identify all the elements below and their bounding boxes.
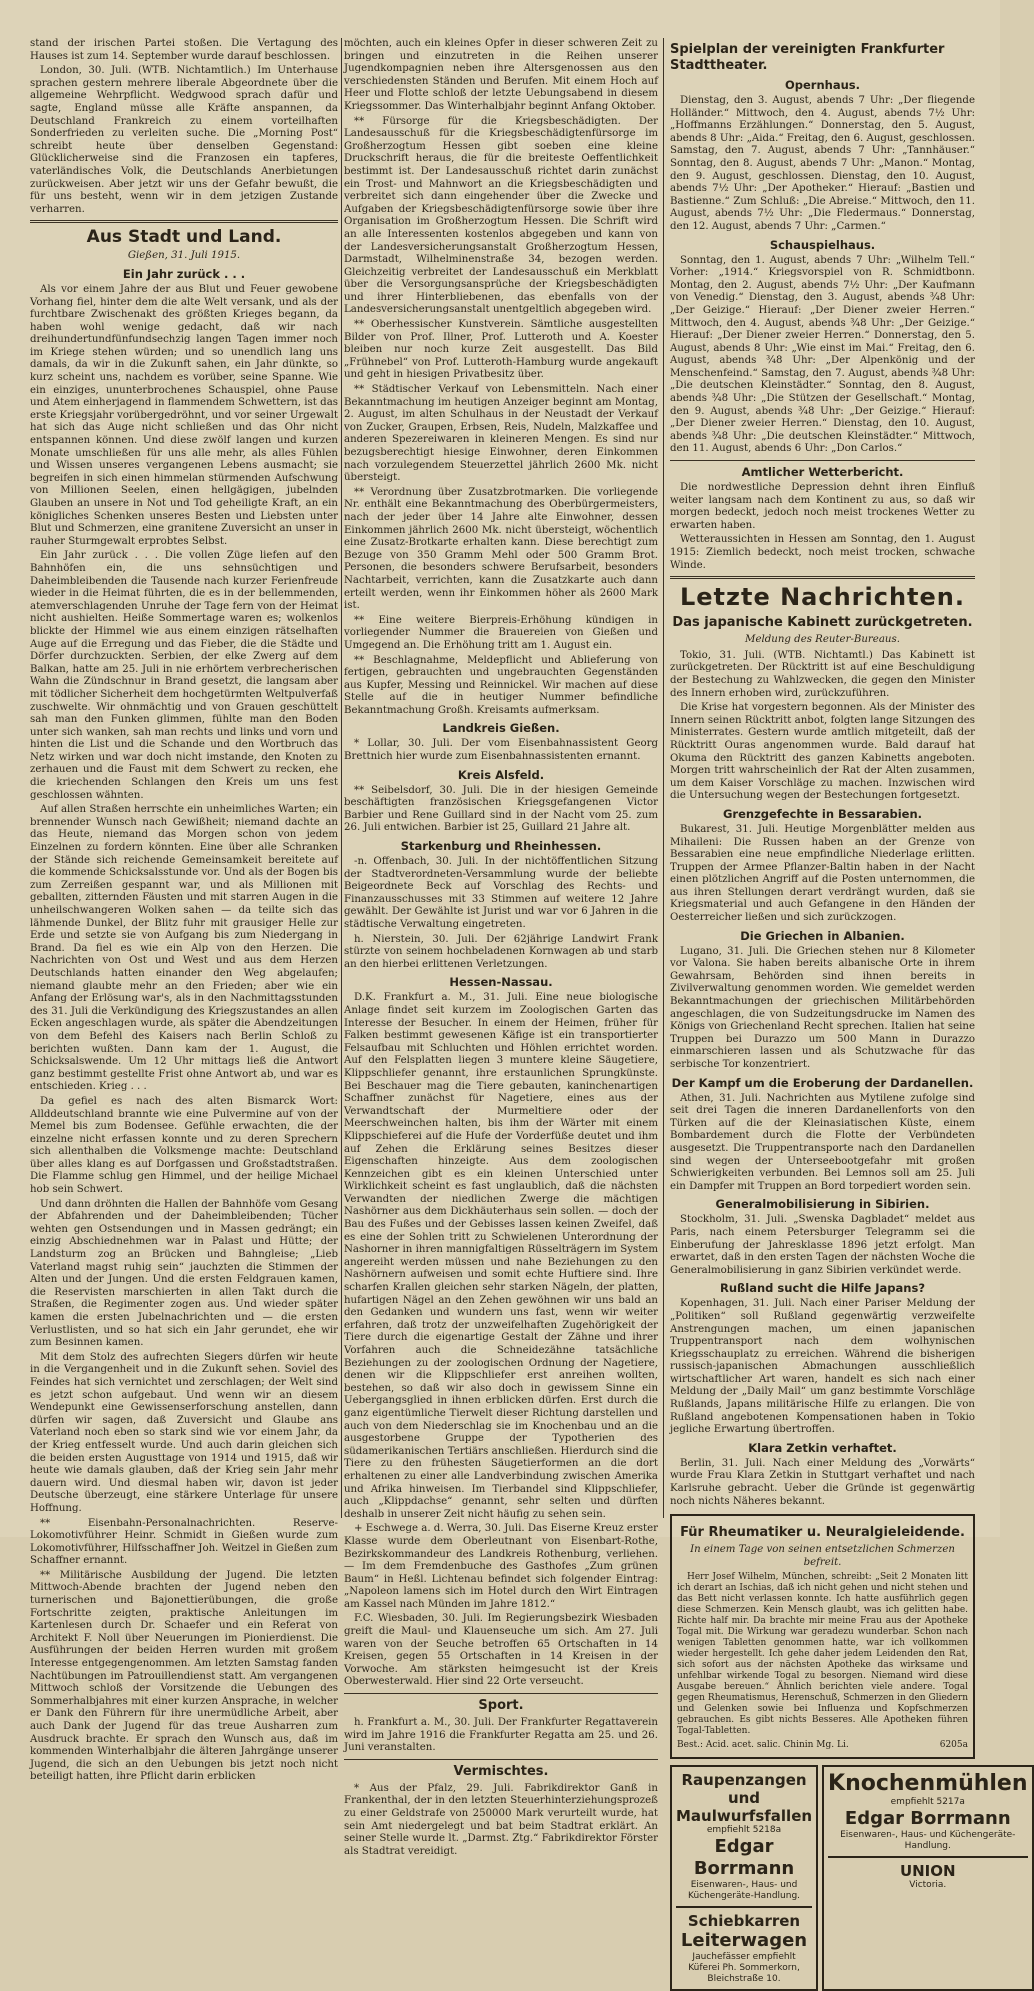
paragraph: * Lollar, 30. Juli. Der vom Eisenbahnassistent Georg Brettnich hier wurde zum Eisenbahnassistenten ernannt. bbox=[344, 738, 658, 763]
article-title: Ein Jahr zurück . . . bbox=[122, 266, 246, 281]
heading-sibirien: Generalmobilisierung in Sibirien. bbox=[715, 1197, 930, 1212]
advert-subtitle: In einem Tage von seinen entsetzlichen Schmerzen befreit. bbox=[690, 1544, 955, 1568]
paragraph: Da gefiel es nach des alten Bismarck Wort: Allddeutschland brannte wie eine Pulvermine auf von der Memel bis zum Bodensee. Gefühle erwachten, die der einzelne nicht erfassen konnte und zu deren Sprechern sich allenthalben die Volksmenge machte: Deutschland über alles klang es auf Dorfgassen und Großstadtstraßen. Die Flamme schlug gen Himmel, und der heilige Michael hob sein Schwert. bbox=[30, 1095, 338, 1196]
heading-albanien: Die Griechen in Albanien. bbox=[740, 928, 905, 943]
advert-text: Herr Josef Wilhelm, München, schreibt: „Seit 2 Monaten litt ich derart an Ischias, daß ich nicht gehen und nicht stehen und das Bett nicht verlassen konnte. Ich hatte ausführlich gegen diese Schmerzen. Kein Mensch glaubt, was ich gelitten habe. Richte half mir. Da brachte mir meine Frau aus der Apotheke Togal mit. Die Wirkung war geradezu wunderbar. Schon nach wenigen Tabletten genommen hatte, war ich vollkommen wieder hergestellt. Ich gehe daher jedem Leidenden den Rat, sich sofort aus der nächsten Apotheke das wirksame und unfehlbar wirkende Togal zu besorgen. Niemand wird diese Ausgabe bereuen.“ Ähnlich berichten viele andere. Togal gegen Rheumatismus, Herenschuß, Schmerzen in den Gliedern und Gelenken sowie bei Influenza und Kopfschmerzen gebrauchen. Es gibt nichts Besseres. Alle Apotheken führen Togal-Tabletten. bbox=[677, 1572, 968, 1737]
subheading: Meldung des Reuter-Bureaus. bbox=[745, 634, 900, 646]
advert-recommends: empfiehlt bbox=[706, 1825, 750, 1835]
heading-landkreis: Landkreis Gießen. bbox=[442, 721, 560, 736]
advert-desc: Jauchefässer empfiehlt Küferei Ph. Sommerkorn, Bleichstraße 10. bbox=[688, 1952, 800, 1984]
advert-desc: Eisenwaren-, Haus- und Küchengeräte-Handlung. bbox=[840, 1830, 1016, 1851]
section-title: Aus Stadt und Land. bbox=[86, 227, 282, 248]
heading-bessarabien: Grenzgefechte in Bessarabien. bbox=[722, 806, 923, 821]
paragraph: Mit dem Stolz des aufrechten Siegers dürfen wir heute in die Vergangenheit und in die Zukunft sehen. Soviel des Feindes hat sich vernichtet und zerschlagen; der Welt sind es jetzt schon aufgebaut. Und wenn wir an diesem Wendepunkt eine Gewissenserforschung anstellen, dann dürfen wir sagen, daß Zuversicht und Glaube ans Vaterland noch eben so stark sind wie vor einem Jahr, da der Krieg entfesselt wurde. Und auch darin gleichen sich die beiden ersten Augusttage von 1914 und 1915, daß wir heute wie damals glauben, daß der Krieg sein Jahr mehr dauern wird. Und diesmal haben wir, davon ist jeder Deutsche überzeugt, eine stärkere Unterlage für unsere Hoffnung. bbox=[30, 1351, 338, 1514]
advert-title: Schiebkarren bbox=[687, 1912, 801, 1930]
paragraph: Und dann dröhnten die Hallen der Bahnhöfe vom Gesang der Abfahrenden und der Daheimbleibenden; Tücher wehten gen Ostsendungen und in Massen gedrängt; ein einzig Abschiednehmen war in Palast und Hütte; der Landsturm zog an Brücken und Bahngleise; „Lieb Vaterland magst ruhig sein“ jauchzten die Stimmen der Alten und der Jungen. Und die ersten Feldgrauen kamen, die Reservisten marschierten in allen Takt durch die Straßen, die Regimenter zogen aus. Und wieder später kamen die ersten Jubelnachrichten und — die ersten Verlustlisten, und so hat sich ein Jahr gerundet, ehe wir zum Besinnen kamen. bbox=[30, 1198, 338, 1349]
heading-japan: Das japanische Kabinett zurückgetreten. bbox=[672, 615, 973, 631]
heading-vermischtes: Vermischtes. bbox=[453, 1763, 549, 1779]
heading-hessen: Hessen-Nassau. bbox=[449, 975, 553, 990]
paragraph: ** Verordnung über Zusatzbrotmarken. Die vorliegende Nr. enthält eine Bekanntmachung des Oberbürgermeisters, nach der jeder über 14 Jahre alte Einwohner, dessen Einkommen jährlich 2600 Mk. nicht übersteigt, wöchentlich eine Zusatz-Brotkarte erhalten kann. Diese berechtigt zum Bezuge von 350 Gramm Mehl oder 500 Gramm Brot. Personen, die besonders schwere Berufsarbeit, besonders Nachtarbeit, verrichten, kann die Zusatzkarte auch dann erteilt werden, wenn ihr Einkommen höher als 2600 Mark ist. bbox=[344, 486, 658, 612]
heading-schauspiel: Schauspielhaus. bbox=[769, 237, 876, 252]
column-1 bbox=[30, 38, 338, 1783]
paragraph: D.K. Frankfurt a. M., 31. Juli. Eine neue biologische Anlage findet seit kurzem im Zoologischen Garten das Interesse der Besucher. In einem der Heimen, früher für Falken bestimmt gewesenen Käfige ist ein transportierter Felsaufbau mit Schluchten und Höhlen errichtet worden. Auf den Felsplatten liegen 3 muntere kleine Säugetiere, Klippschliefer genannt, ihre erstaunlichen Sprungkünste. Bei Beschauer mag die Tiere gebauten, kaninchenartigen Schaffner zunächst für Nagetiere, eines aus der Verwandtschaft der Murmeltiere oder der Meerschweinchen halten, bis ihm der Wärter mit einem Klippschieferei auf die Hufe der Vorderfüße deutet und ihm auf Zehen die Erklärung seines Besitzes dieser Eigenschaften hinzeigte. Aus dem zoologischen Kennzeichen gibt es ein kleinen Unterschied unter Wirklichkeit scheint es fast unglaublich, daß die nächsten Verwandten der niedlichen Zwerge die mächtigen Nashörner aus dem Dickhäuterhaus sein sollen. — doch der Bau des Fußes und der Gebisses lassen keinen Zweifel, daß es eine der Sohlen tritt zu Schwielenen Unterordnung der Nashorner in ihren mannigfaltigen Rüsselträgern im System angereiht werden müssen und nahe Beziehungen zu den Nashörnern aufweisen und somit echte Huftiere sind. Ihre scharfen Krallen gleichen sehr starken Nägeln, der platten, hufartigen Nägel an den Zehen gewöhnen wir uns bald an den Gedanken und wundern uns fast, wenn wir weiter erfahren, daß trotz der unzweifelhaften Zugehörigkeit der Tiere durch die eigenartige Gestalt der Zähne und ihrer Vorfahren auch die Schneidezähne tatsächliche Beziehungen zu der zoologischen Ordnung der Nagetiere, denen wir die Klippschliefer erst anreihen wollten, bestehen, so daß wir also doch in gewissem Sinne ein Uebergangsglied in ihnen erblicken dürfen. Erst durch die ganz eigentümliche Tierwelt dieser Richtung darstellen und auch von dem Niederschlag sie im Knochenbau und an die ausgestorbene Gruppe der Typotherien des südamerikanischen Tertiärs anschließen. Hierdurch sind die Tiere zu den frühesten Säugetierformen an die dort erhaltenen zu einer alle Landverbindung zwischen Amerika und Afrika hinweisen. Im Tierbandel sind Klippschliefer, auch „Klippdachse“ genannt, sehr selten und dürften deshalb in unserer Zeit nicht häufig zu sehen sein. bbox=[344, 992, 658, 1520]
advert-name: Edgar Borrmann bbox=[693, 1836, 795, 1879]
paragraph: Berlin, 31. Juli. Nach einer Meldung des „Vorwärts“ wurde Frau Klara Zetkin in Stuttgart verhaftet und nach Karlsruhe gebracht. Ueber die Gründe ist gegenwärtig noch nichts Näheres bekannt. bbox=[670, 1457, 975, 1507]
divider bbox=[344, 1693, 658, 1694]
heading-weather: Amtlicher Wetterbericht. bbox=[741, 465, 904, 480]
divider bbox=[670, 576, 975, 579]
advert-row bbox=[670, 1765, 1028, 1991]
advert-desc: Eisenwaren-, Haus- und Küchengeräte-Handlung. bbox=[688, 1880, 801, 1901]
paragraph: ** Seibelsdorf, 30. Juli. Die in der hiesigen Gemeinde beschäftigten französischen Kriegsgefangenen Victor Barbier und Rene Guillard sind in der Nacht vom 25. zum 26. Juli entwichen. Barbier ist 25, Guillard 21 Jahre alt. bbox=[344, 784, 658, 834]
paragraph: ** Militärische Ausbildung der Jugend. Die letzten Mittwoch-Abende brachten der Jugend neben den turnerischen und Bajonettierübungen, die große Fortschritte zeigten, praktische Anleitungen im Kartenlesen durch Dr. Schaefer und ein Referat von Architekt F. Noll über Neuerungen im Pionierdienst. Die Ausführungen der beiden Herren wurden mit großem Interesse entgegengenommen. Am letzten Samstag fanden Nachtübungen im Patrouillendienst statt. Am vergangenen Mittwoch schloß der Vorsitzende die Uebungen des Sommerhalbjahres mit einer kurzen Ansprache, in welcher er Dank den Führern für ihre unermüdliche Arbeit, aber auch Dank der Jugend für das treue Ausharren zum Ausdruck brachte. Er sprach den Wunsch aus, daß im kommenden Winterhalbjahr die älteren Jahrgänge unserer Jugend, die sich an den Uebungen bis jetzt noch nicht beteiligt hatten, ihre Pflicht darin erblicken bbox=[30, 1569, 338, 1783]
advert-borrmann-left bbox=[670, 1765, 818, 1991]
paragraph: Lugano, 31. Juli. Die Griechen stehen nur 8 Kilometer vor Valona. Sie haben bereits albanische Orte in ihrem Gewahrsam, Behörden sind ihnen bereits in Zivilverwaltung genommen worden. Wie gemeldet werden Bekanntmachungen der griechischen Militärbehörden angeschlagen, die von Sudzeitungsdrucke im Namen des Königs von Griechenland Recht sprechen. Italien hat seine Truppen bei Durazzo um 500 Mann in Durazzo einmarschieren lassen und als Schutzwache für das serbische Tor konzentriert. bbox=[670, 945, 975, 1070]
column-divider bbox=[663, 38, 664, 1518]
paragraph: Die Krise hat vorgestern begonnen. Als der Minister des Innern seinen Rücktritt anbot, folgten lange Sitzungen des Ministerrates. Gestern wurde amtlich mitgeteilt, daß der Rücktritt Ouras angenommen wurde. Bald darauf hat Okuma den Rücktritt des ganzen Kabinetts angeboten. Morgen tritt wahrscheinlich der Rat der Alten zusammen, um dem Kaiser Vorschläge zu machen. Inzwischen wird die Untersuchung wegen der Bestechungen fortgesetzt. bbox=[670, 702, 975, 802]
advert-code: 6205a bbox=[939, 1740, 968, 1751]
paragraph: ** Beschlagnahme, Meldepflicht und Ablieferung von fertigen, gebrauchten und ungebrauchten Gegenständen aus Kupfer, Messing und Reinnickel. Wir machen auf diese Stelle auf die in heutiger Nummer befindliche Bekanntmachung Großh. Kreisamts aufmerksam. bbox=[344, 654, 658, 716]
advert-title: Leiterwagen bbox=[680, 1930, 808, 1951]
column-2 bbox=[344, 38, 658, 1857]
paragraph: ** Oberhessischer Kunstverein. Sämtliche ausgestellten Bilder von Prof. Illner, Prof. Lutteroth und A. Koester bleiben nur noch kurze Zeit ausgestellt. Das Bild „Frühnebel“ von Prof. Lutteroth-Hamburg wurde angekauft und geht in hiesigen Privatbesitz über. bbox=[344, 319, 658, 381]
paragraph: Wetteraussichten in Hessen am Sonntag, den 1. August 1915: Ziemlich bedeckt, noch meist trocken, schwache Winde. bbox=[670, 534, 975, 571]
advert-borrmann-right bbox=[822, 1765, 1033, 1991]
paragraph: Dienstag, den 3. August, abends 7 Uhr: „Der fliegende Holländer.“ Mittwoch, den 4. August, abends 7½ Uhr: „Hoffmanns Erzählungen.“ Donnerstag, den 5. August, abends 8 Uhr: „Aida.“ Freitag, den 6. August, geschlossen. Samstag, den 7. August, abends 7 Uhr: „Tannhäuser.“ Sonntag, den 8. August, abends 7 Uhr: „Manon.“ Montag, den 9. August, geschlossen. Dienstag, den 10. August, abends 7½ Uhr: „Der Apotheker.“ Hierauf: „Bastien und Bastienne.“ Zum Schluß: „Die Abreise.“ Mittwoch, den 11. August, abends 7½ Uhr: „Die Fledermaus.“ Donnerstag, den 12. August, abends 7 Uhr: „Carmen.“ bbox=[670, 95, 975, 232]
paragraph: Tokio, 31. Juli. (WTB. Nichtamtl.) Das Kabinett ist zurückgetreten. Der Rücktritt ist auf eine Beschuldigung der Bestechung zu Wahlzwecken, die gegen den Minister des Innern erhoben wird, zurückzuführen. bbox=[670, 649, 975, 699]
heading-japan-help: Rußland sucht die Hilfe Japans? bbox=[719, 1281, 925, 1296]
heading-news: Letzte Nachrichten. bbox=[679, 583, 966, 612]
divider bbox=[30, 220, 338, 223]
paragraph: London, 30. Juli. (WTB. Nichtamtlich.) Im Unterhause sprachen gestern mehrere liberale Abgeordnete über die allgemeine Wehrpflicht. Wedgwood sprach dafür und sagte, England müsse alle Kräfte anspannen, da Deutschland Frankreich zu einem vorteilhaften Sonderfrieden zu verleiten suche. Die „Morning Post“ schreibt heute über denselben Gegenstand: Glücklicherweise sind die Franzosen ein tapferes, vaterländisches Volk, die Deutschlands Anerbietungen zurückweisen. Aber jetzt wir uns der Gefahr bewußt, die für uns besteht, wenn wir in dem jetzigen Zustande verharren. bbox=[30, 65, 338, 215]
paragraph: h. Nierstein, 30. Juli. Der 62jährige Landwirt Frank stürzte von seinem hochbeladenen Kornwagen ab und starb an den hierbei erlittenen Verletzungen. bbox=[344, 933, 658, 970]
dateline: Gießen, 31. Juli 1915. bbox=[127, 250, 241, 262]
advert-name: Edgar Borrmann bbox=[844, 1808, 1011, 1829]
theater-title: Spielplan der vereinigten Frankfurter Stadttheater. bbox=[670, 42, 945, 73]
divider bbox=[670, 460, 975, 461]
advert-rheuma bbox=[670, 1514, 975, 1759]
paragraph: ** Eisenbahn-Personalnachrichten. Reserve-Lokomotivführer Heinr. Schmidt in Gießen wurde zum Lokomotivführer, Hilfsschaffner Joh. Weitzel in Gießen zum Schaffner ernannt. bbox=[30, 1517, 338, 1567]
paragraph: ** Städtischer Verkauf von Lebensmitteln. Nach einer Bekanntmachung im heutigen Anzeiger beginnt am Montag, 2. August, im alten Schulhaus in der Neustadt der Verkauf von Zucker, Graupen, Erbsen, Reis, Nudeln, Malzkaffee und anderen Spezereiwaren in kleineren Mengen. Es sind nur bezugsberechtigt hiesige Einwohner, deren Einkommen nach vorzulegendem Steuerzettel jährlich 2600 Mk. nicht übersteigt. bbox=[344, 384, 658, 484]
advert-title: Für Rheumatiker u. Neuralgieleidende. bbox=[680, 1525, 965, 1541]
advert-title: Raupenzangen und Maulwurfsfallen bbox=[676, 1771, 813, 1825]
paragraph: F.C. Wiesbaden, 30. Juli. Im Regierungsbezirk Wiesbaden greift die Maul- und Klauenseuche um sich. Am 27. Juli waren von der Seuche betroffen 65 Ortschaften in 14 Kreisen, gegen 55 Ortschaften in 14 Kreisen in der Vorwoche. Am stärksten heimgesucht ist der Kreis Oberwesterwald. Hier sind 22 Orte verseucht. bbox=[344, 1613, 658, 1688]
paragraph: Bukarest, 31. Juli. Heutige Morgenblätter melden aus Mihaileni: Die Russen haben an der Grenze von Bessarabien eine neue empfindliche Niederlage erlitten. Truppen der Armee Pflanzer-Baltin haben in der Nacht einen plötzlichen Angriff auf die Posten unternommen, die aus ihren Stellungen derart verdrängt wurden, daß sie Kriegsmaterial und auch Gefangene in den Händen der Oesterreicher ließen und sich zurückzogen. bbox=[670, 823, 975, 924]
paragraph: Sonntag, den 1. August, abends 7 Uhr: „Wilhelm Tell.“ Vorher: „1914.“ Kriegsvorspiel von R. Schmidtbonn. Montag, den 2. August, abends 7½ Uhr: „Der Kaufmann von Venedig.“ Dienstag, den 3. August, abends ¾8 Uhr: „Der Geizige.“ Hierauf: „Der Diener zweier Herren.“ Mittwoch, den 4. August, abends ¾8 Uhr: „Der Geizige.“ Hierauf: „Der Diener zweier Herren.“ Donnerstag, den 5. August, abends 8 Uhr: „Wie einst im Mai.“ Freitag, den 6. August, abends ¾8 Uhr: „Der Alpenkönig und der Menschenfeind.“ Samstag, den 7. August, abends ¾8 Uhr: „Die deutschen Kleinstädter.“ Sonntag, den 8. August, abends ¾8 Uhr: „Die Stützen der Gesellschaft.“ Montag, den 9. August, abends ¾8 Uhr: „Der Geizige.“ Hierauf: „Der Diener zweier Herren.“ Dienstag, den 10. August, abends ¾8 Uhr: „Die deutschen Kleinstädter.“ Mittwoch, den 11. August, abends 6 Uhr: „Don Carlos.“ bbox=[670, 254, 975, 455]
paragraph: Die nordwestliche Depression dehnt ihren Einfluß weiter langsam nach dem Kontinent zu aus, so daß wir morgen bedeckt, jedoch noch meist trockenes Wetter zu erwarten haben. bbox=[670, 482, 975, 531]
advert-title: Knochenmühlen bbox=[828, 1771, 1028, 1796]
paragraph: + Eschwege a. d. Werra, 30. Juli. Das Eiserne Kreuz erster Klasse wurde dem Oberleutnant von Eisenbart-Rothe, Bezirkskommandeur des Landkreis Rothenburg, verliehen. — Im dem Fremdenbuche des Gasthofes „Zum grünen Baum“ in Heßl. Lichtenau befindet sich folgender Eintrag: „Napoleon lamens sich im Hotel durch den Wirt Eintragen am Kassel nach Münden im Jahre 1812.“ bbox=[344, 1523, 658, 1610]
heading-alsfeld: Kreis Alsfeld. bbox=[457, 767, 545, 782]
paragraph: Als vor einem Jahre der aus Blut und Feuer gewobene Vorhang fiel, hinter dem die alte Welt versank, und als der furchtbare Zwischenakt des größten Krieges begann, da haben wohl wenige gedacht, daß wir nach dreihundertundfünfundsechzig langen Tagen immer noch im Kriege stehen würden; und so unendlich lang uns damals, da wir in die Zukunft sahen, ein Jahr dünkte, so kurz scheint uns, nachdem es vorüber, seine Spanne. Wie ein einziges, ununterbrochenes Schauspiel, ohne Pause und Atem einherjagend in flammendem Schwettern, ist das erste Kriegsjahr vorübergedröhnt, und vor seiner Urgewalt hat sich das Auge nicht schließen und das Ohr nicht entspannen können. Und diese zwölf langen und kurzen Monate umschließen für uns alle mehr, als alles Fühlen und Wissen unseres vergangenen Lebens ausmacht; sie begreifen in sich einen himmelan stürmenden Aufschwung von Millionen Seelen, einen hellgägigen, jubelnden Glauben an unsere in Not und Tod geheiligte Kraft, an ein königliches Schenken unseres Besten und Liebsten unter Blut und Schmerzen, eine granitene Zuversicht an unser in rauher Sturmgewalt erprobtes Selbst. bbox=[30, 283, 338, 547]
heading-dardanellen: Der Kampf um die Eroberung der Dardanellen. bbox=[671, 1075, 974, 1090]
paragraph: ** Eine weitere Bierpreis-Erhöhung kündigen in vorliegender Nummer die Brauereien von Gießen und Umgegend an. Die Erhöhung tritt am 1. August ein. bbox=[344, 614, 658, 651]
paragraph: möchten, auch ein kleines Opfer in dieser schweren Zeit zu bringen und einzutreten in die Reihen unserer Jugendkompagnien neben ihre Altersgenossen aus den verschiedensten Ständen und Berufen. Mit einem Hoch auf Heer und Flotte schloß der letzte Uebungsabend in diesem Kriegssommer. Das Winterhalbjahr beginnt Anfang Oktober. bbox=[344, 38, 658, 112]
paragraph: Athen, 31. Juli. Nachrichten aus Mytilene zufolge sind seit drei Tagen die inneren Dardanellenforts von den Türken auf die der Kleinasiatischen Küste, einem Bombardement durch die Flotte der Verbündeten ausgesetzt. Die Truppentransporte nach den Dardanellen sind wegen der Unterseebootgefahr mit großen Schwierigkeiten verbunden. Bei Lemnos soll am 25. Juli ein Dampfer mit Truppen an Bord torpediert worden sein. bbox=[670, 1092, 975, 1192]
paragraph: stand der irischen Partei stoßen. Die Vertagung des Hauses ist zum 14. September wurde darauf beschlossen. bbox=[30, 38, 338, 62]
heading-opera: Opernhaus. bbox=[784, 78, 860, 92]
advert-code: 5217a bbox=[936, 1797, 965, 1807]
advert-title: UNION bbox=[899, 1862, 956, 1880]
heading-starkenburg: Starkenburg und Rheinhessen. bbox=[400, 839, 602, 854]
paragraph: Stockholm, 31. Juli. „Swenska Dagbladet“ meldet aus Paris, nach einem Petersburger Telegramm sei die Einberufung der Jahresklasse 1896 jetzt erfolgt. Man erwartet, daß in den ersten Tagen der nächsten Woche die Generalmobilisierung in ganz Sibirien verkündet werde. bbox=[670, 1214, 975, 1276]
advert-recommends: empfiehlt bbox=[890, 1797, 934, 1807]
divider bbox=[344, 1759, 658, 1760]
column-divider bbox=[341, 38, 342, 1518]
advert-code: 5218a bbox=[752, 1825, 782, 1835]
heading-sport: Sport. bbox=[478, 1698, 524, 1714]
paragraph: * Aus der Pfalz, 29. Juli. Fabrikdirektor Ganß in Frankenthal, der in den letzten Steuerhinterziehungsprozeß zu einer Geldstrafe von 250000 Mark verurteilt wurde, hat sein Amt niedergelegt und bat beim Stadtrat erklärt. An seiner Stelle wurde lt. „Darmst. Ztg.“ Fabrikdirektor Förster als Stadtrat vereidigt. bbox=[344, 1782, 658, 1857]
heading-zetkin: Klara Zetkin verhaftet. bbox=[748, 1440, 897, 1455]
column-3 bbox=[670, 38, 1028, 1984]
paragraph: Auf allen Straßen herrschte ein unheimliches Warten; ein brennender Wunsch nach Gewißheit; niemand dachte an das Heute, niemand das Morgen schon von jedem Einzelnen zu fordern könnten. Eine über alle Schranken der Stände sich reichende Gemeinsamkeit bereitete auf die kommende Schicksalsstunde vor. Und als der Bogen bis zum Zerreißen gespannt war, und als Millionen mit geballten, zitternden Fäusten und mit starren Augen in die unheilschwangeren Wolken sahen — da teilte sich das lähmende Dunkel, der Blitz fuhr mit grausiger Helle zur Erde und setzte sie von Aufgang bis zum Niedergang in Brand. Da fiel es wie ein Alp von den Herzen. Die Nachrichten von Ost und West und aus dem Herzen Deutschlands hatten einander den Weg abgelaufen; niemand glaubte mehr an den Frieden; aber wie ein Anfang der Erlösung war's, als in den Nachmittagsstunden des 31. Juli die Verkündigung des Kriegszustandes an allen Ecken angeschlagen wurde, als später die Abendzeitungen von dem Befehl des Kaisers nach Berlin Schloß zu berichten wußten. Dann kam der 1. August, die Schicksalswende. Um 12 Uhr mittags ließ die Antwort ganz bestimmt gestellte Frist ohne Antwort ab, und war es entschieden. Krieg . . . bbox=[30, 804, 338, 1093]
advert-desc: Victoria. bbox=[909, 1880, 947, 1890]
paragraph: -n. Offenbach, 30. Juli. In der nichtöffentlichen Sitzung der Stadtverordneten-Versammlung wurde der beliebte Beigeordnete Beck auf Vorschlag des Rechts- und Finanzausschusses mit 33 Stimmen auf weitere 12 Jahre gewählt. Der Gewählte ist Jurist und war vor 6 Jahren in die städtische Verwaltung eingetreten. bbox=[344, 856, 658, 930]
advert-footnote: Best.: Acid. acet. salic. Chinin Mg. Li. bbox=[677, 1740, 849, 1751]
paragraph: h. Frankfurt a. M., 30. Juli. Der Frankfurter Regattaverein wird im Jahre 1916 die Frankfurter Regatta am 25. und 26. Juni veranstalten. bbox=[344, 1717, 658, 1754]
paragraph: Kopenhagen, 31. Juli. Nach einer Pariser Meldung der „Politiken“ soll Rußland gegenwärtig verzweifelte Anstrengungen machen, um einen japanischen Truppentransport nach dem wolhynischen Kriegsschauplatz zu erreichen. Während die bisherigen russisch-japanischen Abmachungen ausschließlich wirtschaftlicher Art waren, handelt es sich nach einer Meldung der „Daily Mail“ um ganz bestimmte Vorschläge Rußlands, Japans militärische Hilfe zu erlangen. Die von Rußland angebotenen Kompensationen haben in Tokio jegliche Erwartung übertroffen. bbox=[670, 1298, 975, 1436]
paragraph: ** Fürsorge für die Kriegsbeschädigten. Der Landesausschuß für die Kriegsbeschädigtenfürsorge im Großherzogtum Hessen gibt soeben eine kleine Druckschrift heraus, die für die breiteste Oeffentlichkeit bestimmt ist. Der Landesausschuß richtet darin zunächst ein Trost- und Mahnwort an die Kriegsbeschädigten und verbreitet sich dann eingehender über die Zwecke und Aufgaben der Kriegsbeschädigtenfürsorge sowie über ihre Organisation im Großherzogtum Hessen. Die Schrift wird an alle Interessenten kostenlos abgegeben und kann von der Landesversicherungsanstalt Großherzogtum Hessen, Darmstadt, Wilhelminenstraße 34, bezogen werden. Gleichzeitig verbreitet der Landesausschuß ein Merkblatt über die Versorgungsansprüche der Kriegsbeschädigten und ihrer Hinterbliebenen, das ebenfalls von der Landesversicherungsanstalt unentgeltlich abgegeben wird. bbox=[344, 115, 658, 316]
paragraph: Ein Jahr zurück . . . Die vollen Züge liefen auf den Bahnhöfen ein, die uns sehnsüchtigen und Daheimbleibenden die Tausende nach kurzer Ferienfreude wieder in die Heimat führten, die es in der bellemmenden, atemverschlagenden Unruhe der Tage fern von der Heimat nicht aushielten. Heiße Sommertage waren es; wolkenlos blickte der Himmel wie aus einem einzigen rätselhaften Auge auf die Erregung und das Fieber, die die Städte und Dörfer durchzuckten. Serbien, der elke Zwerg auf dem Balkan, hatte am 25. Juli in nie erhörtem verbrecherischen Wahn die Zündschnur in Brand gesetzt, die langsam aber mit tödlicher Sicherheit dem hochgetürmten Weltpulverfaß zuschwelte. Wir ohnmächtig und von Grauen geschüttelt sah man den Funken glimmen, fühlte man den Boden unter sich wanken, sah man rechts und links und vorn und hinten die List und die Schande und den Wortbruch das Netz wirken und war doch nicht imstande, den Knoten zu zerhauen und die Faust mit dem Schwert zu recken, ehe die kriechenden Schlangen den Kreis um uns fest geschlossen wähnten. bbox=[30, 550, 338, 801]
